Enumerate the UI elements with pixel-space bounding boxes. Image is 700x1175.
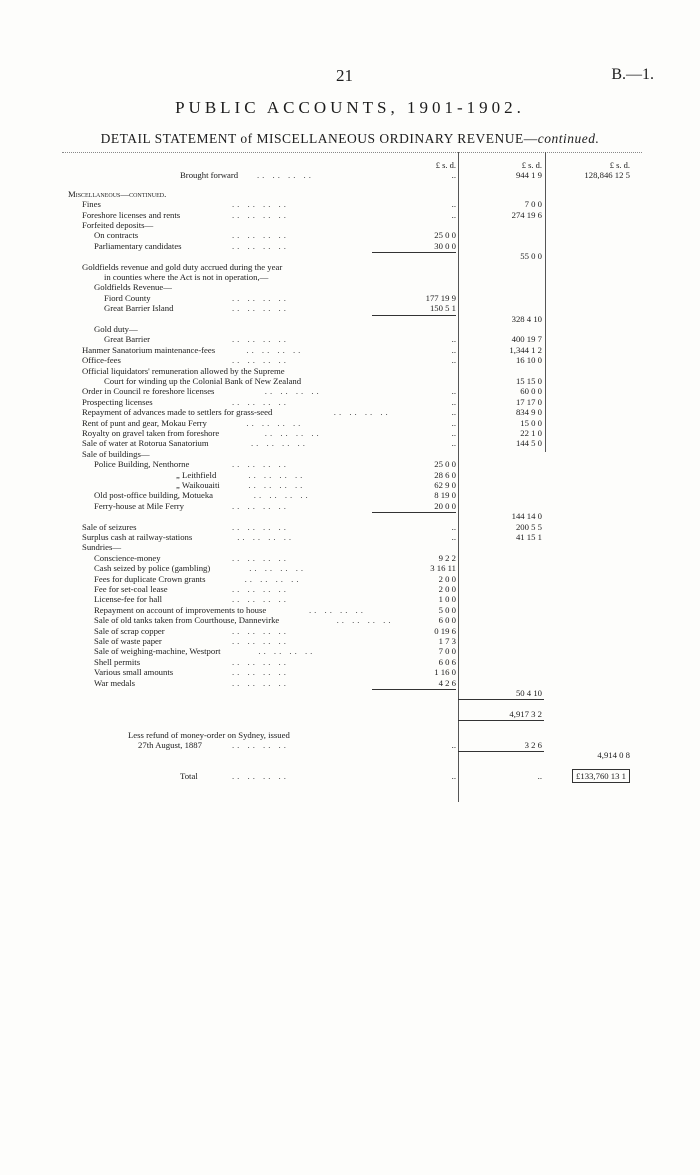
dot-leader: .. .. .. .. (232, 656, 289, 667)
dot-leader: .. .. .. .. (232, 355, 289, 366)
row-label: Sale of waste paper (94, 636, 162, 646)
table-row (0, 438, 700, 448)
table-row (0, 282, 700, 292)
table-row (0, 189, 700, 199)
amount-c1: .. (451, 438, 456, 449)
row-label: Sale of old tanks taken from Courthouse, Dannevirke (94, 615, 280, 626)
dot-leader: .. .. .. .. (251, 438, 308, 449)
amount-c1: £ s. d. (435, 160, 456, 170)
amount-c3: £ s. d. (609, 160, 630, 170)
amount-c1: 9 2 2 (438, 552, 456, 563)
amount-c2: 16 10 0 (515, 355, 542, 366)
table-row (0, 428, 700, 438)
table-row (0, 459, 700, 469)
dot-leader: .. .. .. .. (232, 199, 289, 210)
table-row (0, 386, 700, 396)
dot-leader: .. .. .. .. (264, 428, 322, 438)
row-label: Sale of buildings— (82, 448, 150, 459)
amount-c1: .. (451, 740, 456, 750)
row-label: 27th August, 1887 (138, 740, 202, 750)
dot-leader: .. .. .. .. (232, 303, 289, 314)
amount-c2: 60 0 0 (520, 386, 542, 397)
amount-c3: 128,846 12 5 (584, 170, 630, 181)
table-row (0, 334, 700, 344)
row-label: Sale of water at Rotorua Sanatorium (82, 438, 209, 449)
row-label: Royalty on gravel taken from foreshore (82, 428, 220, 438)
table-row (0, 511, 700, 521)
dot-leader: .. .. .. .. (232, 636, 289, 646)
amount-c2: 41 15 1 (515, 532, 542, 542)
dot-leader: .. .. .. .. (246, 344, 304, 355)
amount-c1: 1 7 3 (438, 636, 456, 646)
amount-c1: 1 16 0 (434, 667, 456, 678)
amount-c2: 17 17 0 (515, 396, 542, 407)
amount-c2: 22 1 0 (520, 428, 542, 438)
dot-leader: .. .. .. .. (232, 584, 289, 594)
table-row (0, 272, 700, 282)
amount-c2: 274 19 6 (511, 209, 542, 220)
subtitle-main: DETAIL STATEMENT of MISCELLANEOUS ORDINARY REVENUE— (100, 131, 538, 146)
page-title: PUBLIC ACCOUNTS, 1901-1902. (175, 98, 525, 117)
row-label: Forfeited deposits— (82, 220, 154, 230)
dot-leader: .. .. .. .. (232, 230, 289, 241)
table-row (0, 584, 700, 594)
amount-c2: 1,344 1 2 (509, 344, 542, 355)
row-label: Fees for duplicate Crown grants (94, 573, 206, 584)
amount-c2: 144 5 0 (515, 438, 542, 449)
amount-c1: .. (451, 417, 456, 428)
dot-leader: .. .. .. .. (333, 407, 391, 418)
row-label: Conscience-money (94, 552, 161, 563)
amount-c2: 144 14 0 (511, 511, 542, 522)
top-rule (62, 152, 642, 153)
dot-leader: .. .. .. .. (232, 334, 289, 345)
column-header-row (0, 160, 700, 170)
amount-c1: 62 9 0 (434, 480, 456, 490)
amount-c1: .. (451, 355, 456, 366)
amount-c2: .. (537, 771, 542, 782)
table-row (0, 750, 700, 760)
row-label: Repayment on account of improvements to house (94, 604, 267, 615)
row-label: Great Barrier Island (104, 303, 174, 314)
amount-c1: 1 0 0 (438, 594, 456, 605)
row-label: Total (180, 771, 198, 782)
amount-c1: .. (451, 771, 456, 782)
table-row (0, 626, 700, 636)
grand-total-box: £133,760 13 1 (572, 769, 630, 783)
table-row (0, 262, 700, 272)
dot-leader: .. .. .. .. (232, 740, 289, 750)
table-row (0, 314, 700, 324)
amount-c1: 0 19 6 (434, 625, 456, 636)
amount-c3: 4,914 0 8 (597, 750, 630, 761)
row-label: Office-fees (82, 355, 121, 366)
row-label: License-fee for hall (94, 594, 163, 605)
table-row (0, 615, 700, 625)
table-row (0, 397, 700, 407)
table-row (0, 210, 700, 220)
table-row (0, 449, 700, 459)
row-label: Sale of scrap copper (94, 625, 165, 636)
dot-leader: .. .. .. .. (237, 532, 295, 542)
amount-c1: 28 6 0 (434, 469, 456, 480)
table-row (0, 366, 700, 376)
amount-c1: 6 0 0 (438, 615, 456, 626)
table-subtitle (0, 131, 700, 147)
table-row (0, 324, 700, 334)
row-label: „ Leithfield (176, 469, 217, 480)
row-label: Less refund of money-order on Sydney, issued (128, 729, 290, 740)
amount-c2: 834 9 0 (515, 407, 542, 418)
amount-c1: 30 0 0 (434, 240, 456, 251)
row-label: Hanmer Sanatorium maintenance-fees (82, 344, 216, 355)
row-label: Fines (82, 199, 101, 210)
dot-leader: .. .. .. .. (336, 615, 394, 626)
amount-c1: .. (451, 344, 456, 355)
amount-c2: 200 5 5 (515, 521, 542, 532)
table-row (0, 646, 700, 656)
row-label: Repayment of advances made to settlers for grass-seed (82, 407, 273, 418)
dot-leader: .. .. .. .. (232, 240, 289, 251)
table-row (0, 418, 700, 428)
amount-c1: 6 0 6 (438, 656, 456, 667)
dot-leader: .. .. .. .. (257, 170, 314, 181)
amount-c1: 3 16 11 (430, 563, 456, 574)
amount-c1: 20 0 0 (434, 500, 456, 511)
row-label: Parliamentary candidates (94, 240, 182, 251)
row-label: Shell permits (94, 656, 141, 667)
row-label: Sale of seizures (82, 521, 137, 532)
amount-c1: 177 19 9 (425, 292, 456, 303)
amount-c1: 8 19 0 (434, 490, 456, 501)
table-row (0, 345, 700, 355)
dot-leader: .. .. .. .. (232, 677, 289, 688)
row-label: Prospecting licenses (82, 396, 153, 407)
table-row (0, 293, 700, 303)
amount-c1: 2 0 0 (438, 573, 456, 584)
dot-leader: .. .. .. .. (232, 521, 289, 532)
row-label: Court for winding up the Colonial Bank of New Zealand (104, 376, 302, 386)
subtitle-continued: continued. (537, 131, 600, 146)
row-label: „ Waikouaiti (176, 480, 220, 490)
table-row (0, 698, 700, 708)
amount-c1: 4 2 6 (438, 677, 456, 688)
table-row (0, 199, 700, 209)
amount-c2: 944 1 9 (515, 170, 542, 181)
dot-leader: .. .. .. .. (253, 490, 311, 501)
amount-c3 (548, 771, 630, 781)
table-row (0, 170, 700, 180)
table-row (0, 719, 700, 729)
table-row (0, 574, 700, 584)
amount-c2: 3 2 6 (524, 740, 542, 750)
table-row (0, 636, 700, 646)
table-row (0, 470, 700, 480)
dot-leader: .. .. .. .. (248, 480, 306, 490)
table-row (0, 657, 700, 667)
amount-c1: .. (451, 521, 456, 532)
amount-c2: 4,917 3 2 (509, 708, 542, 719)
row-label: Order in Council re foreshore licenses (82, 386, 215, 397)
row-label: Sale of weighing-machine, Westport (94, 646, 221, 657)
dot-leader: .. .. .. .. (232, 292, 289, 303)
statement-table (0, 160, 700, 840)
dot-leader: .. .. .. .. (232, 209, 289, 220)
table-row (0, 522, 700, 532)
table-row (0, 709, 700, 719)
table-row (0, 730, 700, 740)
row-label: Rent of punt and gear, Mokau Ferry (82, 417, 207, 428)
amount-c1: 5 0 0 (438, 604, 456, 615)
amount-c2: 400 19 7 (511, 334, 542, 345)
dot-leader: .. .. .. .. (248, 469, 306, 480)
table-row (0, 667, 700, 677)
amount-c1: .. (451, 199, 456, 210)
table-row (0, 220, 700, 230)
amount-c2: 55 0 0 (520, 251, 542, 262)
table-row (0, 688, 700, 698)
amount-c1: .. (451, 407, 456, 418)
amount-c1: 25 0 0 (434, 459, 456, 470)
table-row (0, 490, 700, 500)
table-row (0, 678, 700, 688)
amount-c1: .. (451, 170, 456, 181)
document-reference: B.—1. (611, 66, 654, 83)
row-label: Gold duty— (94, 324, 138, 334)
table-row (0, 355, 700, 365)
amount-c2: 328 4 10 (511, 313, 542, 324)
table-row (0, 376, 700, 386)
row-label: Goldfields Revenue— (94, 282, 172, 293)
amount-c1: .. (451, 209, 456, 220)
dot-leader: .. .. .. .. (264, 386, 322, 397)
table-row (0, 542, 700, 552)
table-row (0, 740, 700, 750)
row-label: On contracts (94, 230, 139, 241)
page-number: 21 (336, 66, 353, 85)
row-label: Surplus cash at railway-stations (82, 532, 193, 542)
table-row (0, 532, 700, 542)
amount-c1: .. (451, 396, 456, 407)
row-label: Sundries— (82, 542, 122, 553)
table-row (0, 241, 700, 251)
dot-leader: .. .. .. .. (232, 459, 289, 470)
table-row (0, 251, 700, 261)
dot-leader: .. .. .. .. (249, 563, 307, 574)
amount-c2: 50 4 10 (515, 688, 542, 698)
row-label: Fiord County (104, 292, 151, 303)
dot-leader: .. .. .. .. (232, 667, 289, 678)
dot-leader: .. .. .. .. (309, 604, 366, 615)
amount-c1: .. (451, 428, 456, 438)
row-label: Official liquidators' remuneration allowed by the Supreme (82, 365, 285, 376)
table-row (0, 407, 700, 417)
row-label: Goldfields revenue and gold duty accrued during the year (82, 261, 283, 272)
amount-c2: 7 0 0 (524, 199, 542, 210)
table-row (0, 303, 700, 313)
row-label: Great Barrier (104, 334, 151, 345)
dot-leader: .. .. .. .. (232, 396, 289, 407)
amount-c1: 25 0 0 (434, 230, 456, 241)
dot-leader: .. .. .. .. (232, 500, 289, 511)
amount-c1: 2 0 0 (438, 584, 456, 594)
amount-c2: 15 0 0 (520, 417, 542, 428)
amount-c1: 150 5 1 (429, 303, 456, 314)
table-row (0, 230, 700, 240)
dot-leader: .. .. .. .. (232, 594, 289, 605)
row-label: Old post-office building, Motueka (94, 490, 214, 501)
amount-c1: .. (451, 532, 456, 542)
table-row (0, 563, 700, 573)
table-row (0, 605, 700, 615)
amount-c1: .. (451, 386, 456, 397)
row-label: War medals (94, 677, 136, 688)
dot-leader: .. .. .. .. (232, 771, 289, 782)
dot-leader: .. .. .. .. (246, 417, 304, 428)
row-label: Cash seized by police (gambling) (94, 563, 211, 574)
dot-leader: .. .. .. .. (244, 573, 302, 584)
row-label: Fee for set-coal lease (94, 584, 168, 594)
row-label: Brought forward (180, 170, 239, 181)
row-label: Foreshore licenses and rents (82, 209, 181, 220)
dot-leader: .. .. .. .. (232, 552, 289, 563)
row-label: Ferry-house at Mile Ferry (94, 500, 184, 511)
table-row (0, 594, 700, 604)
row-label: Miscellaneous—continued. (68, 188, 167, 199)
amount-c2: 15 15 0 (515, 376, 542, 386)
amount-c1: 7 0 0 (438, 646, 456, 657)
amount-c1: .. (451, 334, 456, 345)
table-row (0, 553, 700, 563)
table-row (0, 771, 700, 781)
amount-c2: £ s. d. (521, 160, 542, 170)
dot-leader: .. .. .. .. (232, 625, 289, 636)
row-label: Various small amounts (94, 667, 174, 678)
dot-leader: .. .. .. .. (258, 646, 316, 657)
row-label: Police Building, Nenthorne (94, 459, 190, 470)
table-row (0, 501, 700, 511)
table-row (0, 480, 700, 490)
row-label: in counties where the Act is not in operation,— (104, 272, 269, 282)
